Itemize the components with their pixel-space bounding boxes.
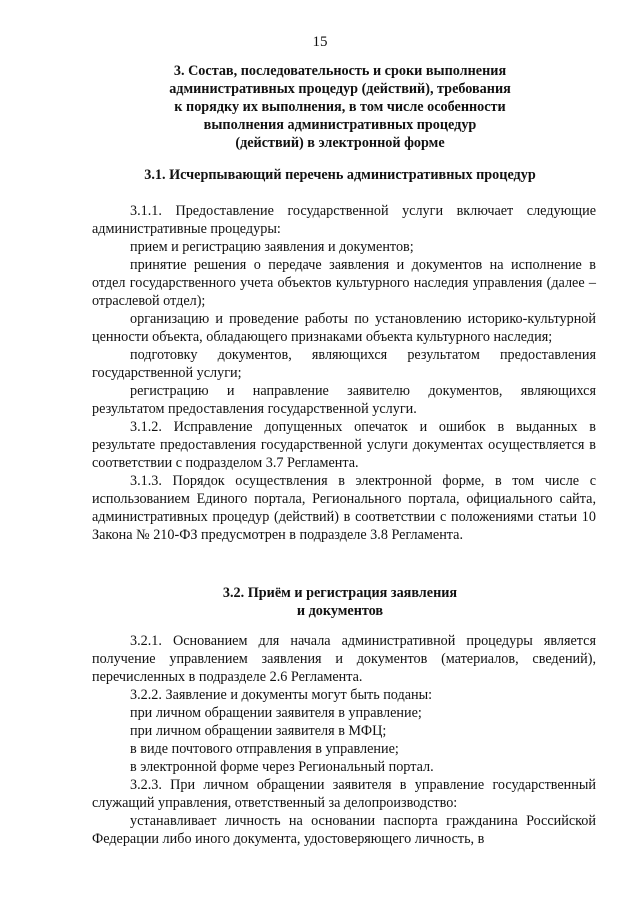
- page-number: 15: [312, 34, 328, 50]
- list-item: при личном обращении заявителя в управление;: [130, 705, 422, 721]
- subsection-3-2-body: [92, 632, 596, 848]
- paragraph: 3.1.3. Порядок осуществления в электронной форме, в том числе с использованием Единого портала, Регионального портала, официального сайта, административных процедур (действий) в соответствии с положениями статьи 10 Закона № 210-ФЗ предусмотрен в подразделе 3.8 Регламента.: [92, 473, 596, 543]
- section-3-title: [80, 62, 600, 152]
- title-line: административных процедур (действий), требования: [169, 81, 511, 97]
- list-item: принятие решения о передаче заявления и документов на исполнение в отдел государственного учета объектов культурного наследия управления (далее – отраслевой отдел);: [92, 257, 596, 309]
- paragraph: 3.1.2. Исправление допущенных опечаток и ошибок в выданных в результате предоставления государственной услуги документах осуществляется в соответствии с подразделом 3.7 Регламента.: [92, 419, 596, 471]
- list-item: в электронной форме через Региональный портал.: [130, 759, 434, 775]
- paragraph: 3.2.2. Заявление и документы могут быть поданы:: [130, 687, 433, 703]
- title-line: 3.2. Приём и регистрация заявления: [222, 585, 458, 601]
- title-line: и документов: [296, 603, 384, 619]
- title-line: к порядку их выполнения, в том числе особенности: [174, 99, 506, 115]
- subsection-3-1-title: 3.1. Исчерпывающий перечень административных процедур: [144, 167, 536, 183]
- title-line: выполнения административных процедур: [203, 117, 477, 133]
- subsection-3-2-title: [80, 584, 600, 620]
- title-line: (действий) в электронной форме: [235, 135, 445, 151]
- paragraph: устанавливает личность на основании паспорта гражданина Российской Федерации либо иного документа, удостоверяющего личность, в: [92, 813, 596, 847]
- paragraph: 3.2.3. При личном обращении заявителя в управление государственный служащий управления, ответственный за делопроизводство:: [92, 777, 596, 811]
- paragraph: 3.2.1. Основанием для начала административной процедуры является получение управлением заявления и документов (материалов, сведений), перечисленных в подразделе 2.6 Регламента.: [92, 633, 596, 685]
- list-item: подготовку документов, являющихся результатом предоставления государственной услуги;: [92, 347, 596, 381]
- title-line: 3. Состав, последовательность и сроки выполнения: [173, 63, 507, 79]
- list-item: прием и регистрацию заявления и документов;: [130, 239, 414, 255]
- list-item: регистрацию и направление заявителю документов, являющихся результатом предоставления государственной услуги.: [92, 383, 596, 417]
- list-item: при личном обращении заявителя в МФЦ;: [130, 723, 387, 739]
- subsection-3-1-body: [92, 202, 596, 544]
- list-item: организацию и проведение работы по установлению историко-культурной ценности объекта, обладающего признаками объекта культурного наследия;: [92, 311, 596, 345]
- list-item: в виде почтового отправления в управление;: [130, 741, 399, 757]
- paragraph: 3.1.1. Предоставление государственной услуги включает следующие административные процедуры:: [92, 203, 596, 237]
